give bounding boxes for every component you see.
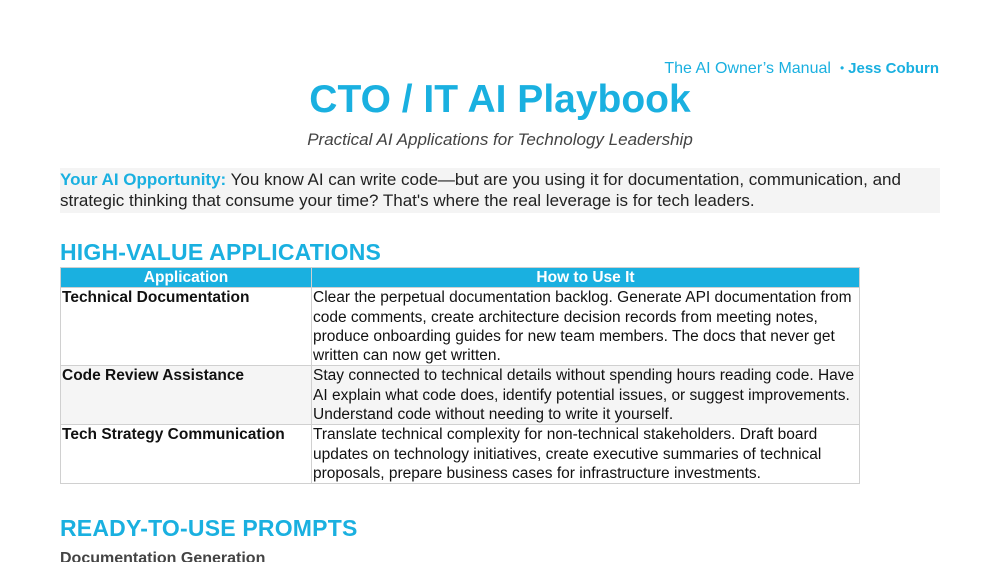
opportunity-callout <box>60 168 940 213</box>
opportunity-label: Your AI Opportunity: <box>60 170 227 189</box>
how-to-use-cell: Clear the perpetual documentation backlog. Generate API documentation from code comments, create architecture decision records from meeting notes, produce onboarding guides for new team members. The docs that never get written can now get written. <box>312 288 860 366</box>
table-header-row <box>61 268 860 288</box>
header-separator: • <box>839 61 845 75</box>
application-name-cell: Technical Documentation <box>61 288 312 366</box>
column-header-application: Application <box>61 268 312 288</box>
application-name-cell: Code Review Assistance <box>61 366 312 425</box>
manual-title: The AI Owner’s Manual <box>664 60 831 77</box>
applications-heading: HIGH-VALUE APPLICATIONS <box>60 239 382 265</box>
table-row <box>61 425 860 484</box>
table-row <box>61 288 860 366</box>
document-header <box>664 60 939 78</box>
opportunity-text: You know AI can write code—but are you using it for documentation, communication, and strategic thinking that consume your time? That's where the real leverage is for tech leaders. <box>60 170 901 210</box>
applications-table <box>60 267 860 484</box>
how-to-use-cell: Stay connected to technical details without spending hours reading code. Have AI explain what code does, identify potential issues, or suggest improvements. Understand code without needing to write it yourself. <box>312 366 860 425</box>
prompts-heading: READY-TO-USE PROMPTS <box>60 515 358 541</box>
prompts-subheading: Documentation Generation <box>60 550 266 562</box>
author-name: Jess Coburn <box>848 60 939 77</box>
page-subtitle: Practical AI Applications for Technology Leadership <box>307 130 693 149</box>
page-title: CTO / IT AI Playbook <box>309 78 691 121</box>
table-row <box>61 366 860 425</box>
how-to-use-cell: Translate technical complexity for non-technical stakeholders. Draft board updates on technology initiatives, create executive summaries of technical proposals, prepare business cases for infrastructure investments. <box>312 425 860 484</box>
column-header-how: How to Use It <box>312 268 860 288</box>
application-name-cell: Tech Strategy Communication <box>61 425 312 484</box>
